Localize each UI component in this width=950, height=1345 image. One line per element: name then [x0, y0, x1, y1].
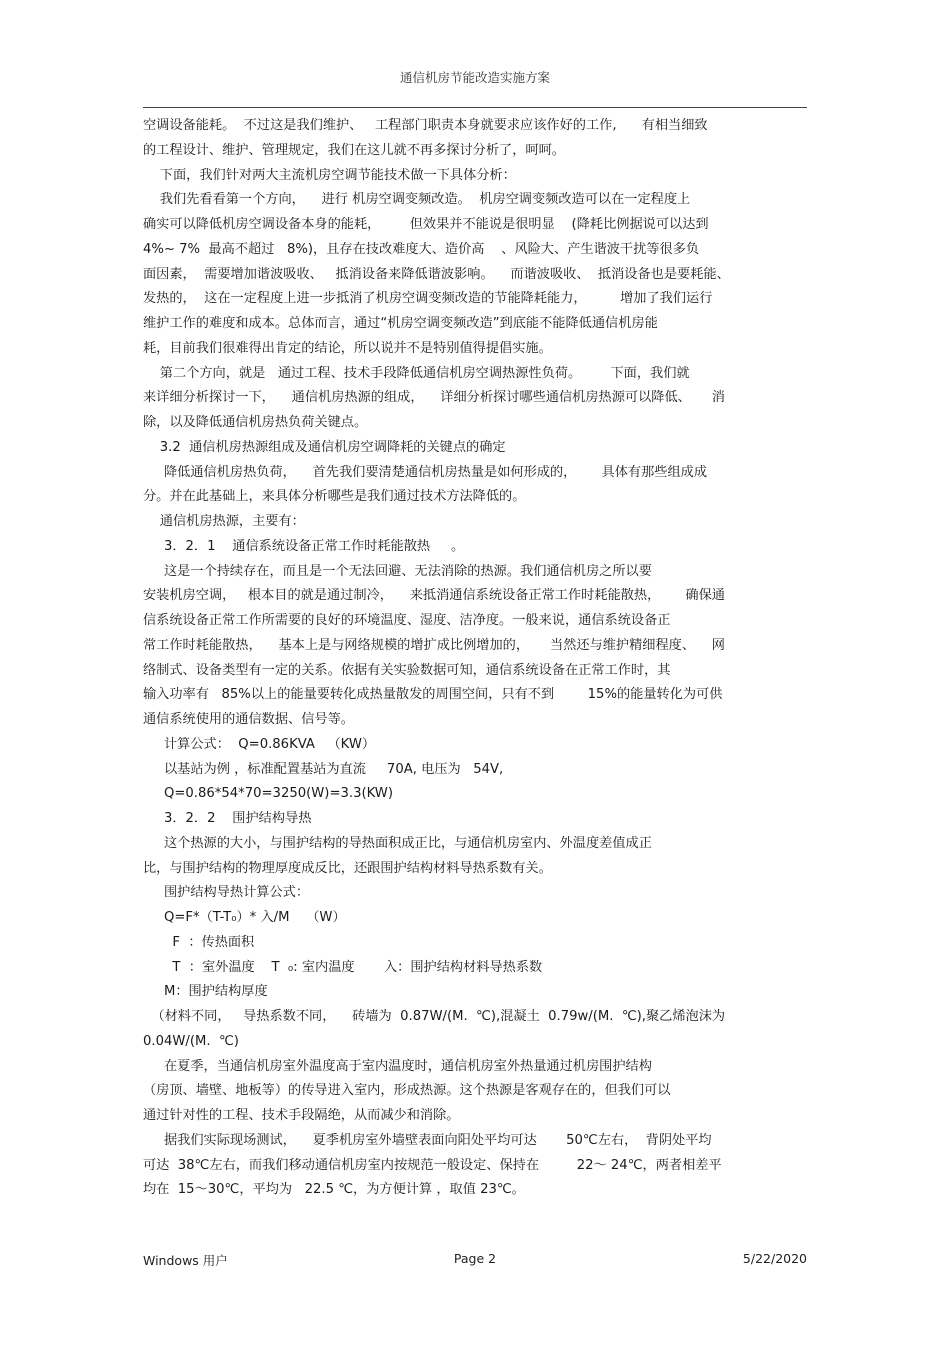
- text-line: 降低通信机房热负荷， 首先我们要清楚通信机房热量是如何形成的， 具体有那些组成成: [143, 464, 708, 480]
- text-line: 通过针对性的工程、技术手段隔绝，从而减少和消除。: [143, 1108, 460, 1123]
- text-line: 计算公式： Q=0.86KVA （KW）: [143, 736, 376, 752]
- text-line: 的工程设计、维护、管理规定，我们在这儿就不再多探讨分析了，呵呵。: [143, 142, 565, 158]
- text-line: 安装机房空调， 根本目的就是通过制冷， 来抵消通信系统设备正常工作时耗能散热， 确保通: [143, 588, 725, 604]
- text-line: 第二个方向，就是 通过工程、技术手段降低通信机房空调热源性负荷。 下面，我们就: [143, 365, 690, 381]
- footer-author: Windows 用户: [143, 1253, 228, 1268]
- header-divider: [143, 107, 807, 108]
- text-line: 可达 38℃左右，而我们移动通信机房室内按规范一般设定、保持在 22～ 24℃，两者相差平: [143, 1157, 722, 1173]
- text-line: F ：传热面积: [143, 934, 255, 950]
- text-line: M：围护结构厚度: [143, 984, 268, 1000]
- text-line: 我们先看看第一个方向， 进行 机房空调变频改造。 机房空调变频改造可以在一定程度上: [143, 192, 691, 208]
- text-line: 通信系统使用的通信数据、信号等。: [143, 712, 354, 727]
- text-line: 信系统设备正常工作所需要的良好的环境温度、湿度、洁净度。一般来说，通信系统设备正: [143, 613, 671, 628]
- text-line: 空调设备能耗。 不过这是我们维护、 工程部门职责本身就要求应该作好的工作, 有相当细致: [143, 118, 708, 133]
- text-line: 维护工作的难度和成本。总体而言，通过“机房空调变频改造”到底能不能降低通信机房能: [143, 316, 658, 331]
- text-line: （材料不同， 导热系数不同， 砖墙为 0.87W/(M. ℃),混凝土 0.79w/(M. ℃),聚乙烯泡沫为: [143, 1009, 726, 1024]
- text-line: （房顶、墙壁、地板等）的传导进入室内，形成热源。这个热源是客观存在的，但我们可以: [143, 1083, 671, 1099]
- text-line: 据我们实际现场测试， 夏季机房室外墙壁表面向阳处平均可达 50℃左右， 背阴处平均: [143, 1132, 712, 1148]
- document-body: [143, 114, 807, 1203]
- page-header-title: 通信机房节能改造实施方案: [399, 70, 550, 85]
- text-line: Q=0.86*54*70=3250(W)=3.3(KW): [143, 786, 393, 802]
- text-line: 络制式、设备类型有一定的关系。依据有关实验数据可知，通信系统设备在正常工作时，其: [143, 662, 671, 678]
- text-line: 来详细分析探讨一下， 通信机房热源的组成， 详细分析探讨哪些通信机房热源可以降低、 消: [143, 390, 725, 406]
- text-line: 4%~ 7% 最高不超过 8%)，且存在技改难度大、造价高 、风险大、产生谐波干扰等很多负: [143, 241, 700, 257]
- text-line: 3．2．1 通信系统设备正常工作时耗能散热 。: [143, 538, 465, 554]
- text-line: 耗，目前我们很难得出肯定的结论，所以说并不是特别值得提倡实施。: [143, 340, 552, 356]
- text-line: 均在 15～30℃，平均为 22.5 ℃，为方便计算 ，取值 23℃。: [143, 1182, 525, 1198]
- text-line: 通信机房热源，主要有：: [143, 514, 305, 529]
- text-line: 在夏季，当通信机房室外温度高于室内温度时，通信机房室外热量通过机房围护结构: [143, 1058, 652, 1074]
- text-line: 除，以及降低通信机房热负荷关键点。: [143, 415, 368, 430]
- text-line: 0.04W/(M. ℃): [143, 1033, 239, 1049]
- text-line: 分。并在此基础上，来具体分析哪些是我们通过技术方法降低的。: [143, 489, 526, 505]
- text-line: 这个热源的大小，与围护结构的导热面积成正比，与通信机房室内、外温度差值成正: [143, 835, 652, 851]
- text-line: 面因素， 需要增加谐波吸收、 抵消设备来降低谐波影响。 而谐波吸收、 抵消设备也是要耗能、: [143, 266, 730, 282]
- text-line: 输入功率有 85%以上的能量要转化成热量散发的周围空间，只有不到 15%的能量转化为可供: [143, 687, 723, 703]
- text-line: 以基站为例 ，标准配置基站为直流 70A, 电压为 54V,: [143, 761, 504, 777]
- text-line: 3．2．2 围护结构导热: [143, 811, 312, 826]
- text-line: 常工作时耗能散热， 基本上是与网络规模的增扩成比例增加的， 当然还与维护精细程度、 网: [143, 637, 725, 653]
- text-line: Q=F*（T-T₀）* 入/M （W）: [143, 910, 346, 925]
- footer-date: 5/22/2020: [742, 1251, 807, 1266]
- text-line: 围护结构导热计算公式：: [143, 885, 310, 901]
- text-line: 比，与围护结构的物理厚度成反比，还跟围护结构材料导热系数有关。: [143, 860, 552, 876]
- text-line: 这是一个持续存在，而且是一个无法回避、无法消除的热源。我们通信机房之所以要: [143, 563, 652, 579]
- footer-page-number: Page 2: [453, 1251, 497, 1266]
- text-line: 3.2 通信机房热源组成及通信机房空调降耗的关键点的确定: [143, 439, 506, 455]
- text-line: T ：室外温度 T ₀: 室内温度 入：围护结构材料导热系数: [143, 959, 543, 975]
- text-line: 下面，我们针对两大主流机房空调节能技术做一下具体分析：: [143, 167, 516, 183]
- text-line: 确实可以降低机房空调设备本身的能耗， 但效果并不能说是很明显 (降耗比例据说可以达到: [143, 217, 709, 232]
- text-line: 发热的， 这在一定程度上进一步抵消了机房空调变频改造的节能降耗能力， 增加了我们运行: [143, 291, 713, 307]
